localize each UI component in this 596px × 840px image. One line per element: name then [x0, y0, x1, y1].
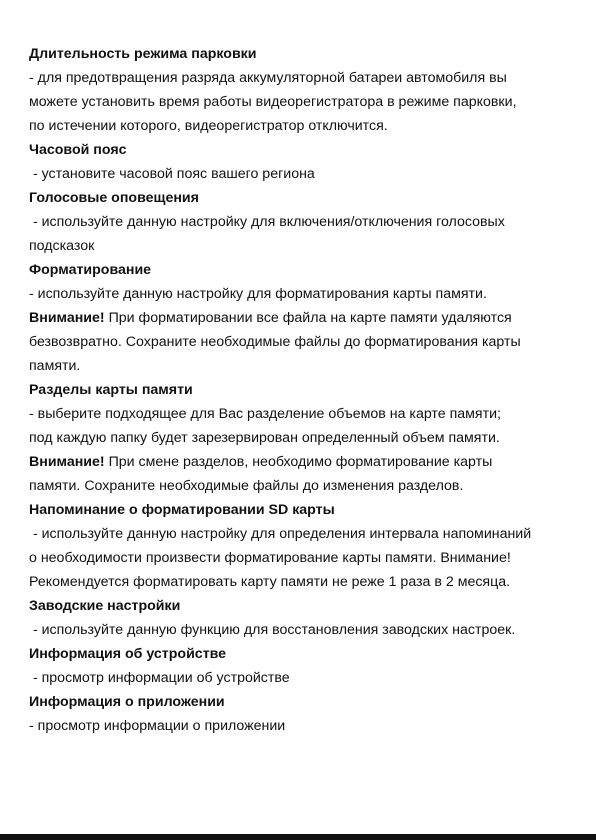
section-heading-app-info: Информация о приложении [29, 694, 225, 710]
section-heading-sd-format-reminder: Напоминание о форматировании SD карты [29, 502, 335, 518]
section-heading-device-info: Информация об устройстве [29, 646, 227, 662]
warning-text: При смене разделов, необходимо форматирование карты [104, 454, 493, 470]
section-text-line: под каждую папку будет зарезервирован определенный объем памяти. [29, 430, 500, 446]
section-text-line: - используйте данную настройку для форматирования карты памяти. [29, 286, 487, 302]
section-text-line: - используйте данную функцию для восстановления заводских настроек. [29, 622, 516, 638]
section-text-line: подсказок [29, 238, 95, 254]
section-heading-factory-settings: Заводские настройки [29, 598, 181, 614]
section-heading-formatting: Форматирование [29, 262, 152, 278]
page-bottom-border [0, 834, 596, 840]
section-text-line: - просмотр информации о приложении [29, 718, 286, 734]
section-text-line: памяти. Сохраните необходимые файлы до изменения разделов. [29, 478, 464, 494]
warning-line [29, 306, 574, 330]
section-text-line: можете установить время работы видеорегистратора в режиме парковки, [29, 94, 517, 110]
warning-label: Внимание! [29, 454, 105, 470]
warning-label: Внимание! [29, 310, 105, 326]
section-text-line: памяти. [29, 358, 81, 374]
section-heading-timezone: Часовой пояс [29, 142, 127, 158]
section-text-line: - для предотвращения разряда аккумуляторной батареи автомобиля вы [29, 70, 507, 86]
section-text-line: по истечении которого, видеорегистратор отключится. [29, 118, 388, 134]
section-text-line: о необходимости произвести форматирование карты памяти. Внимание! [29, 550, 511, 566]
section-heading-voice-prompts: Голосовые оповещения [29, 190, 199, 206]
section-text-line: - установите часовой пояс вашего региона [29, 166, 315, 182]
section-text-line: - используйте данную настройку для определения интервала напоминаний [29, 526, 532, 542]
section-text-line: безвозвратно. Сохраните необходимые файлы до форматирования карты [29, 334, 521, 350]
section-text-line: Рекомендуется форматировать карту памяти не реже 1 раза в 2 месяца. [29, 574, 511, 590]
section-text-line: - просмотр информации об устройстве [29, 670, 290, 686]
warning-text: При форматировании все файла на карте памяти удаляются [104, 310, 512, 326]
section-text-line: - выберите подходящее для Вас разделение объемов на карте памяти; [29, 406, 501, 422]
section-text-line: - используйте данную настройку для включения/отключения голосовых [29, 214, 505, 230]
section-heading-memory-partitions: Разделы карты памяти [29, 382, 193, 398]
section-heading-parking-duration: Длительность режима парковки [29, 46, 257, 62]
settings-description [29, 42, 574, 738]
warning-line [29, 450, 574, 474]
